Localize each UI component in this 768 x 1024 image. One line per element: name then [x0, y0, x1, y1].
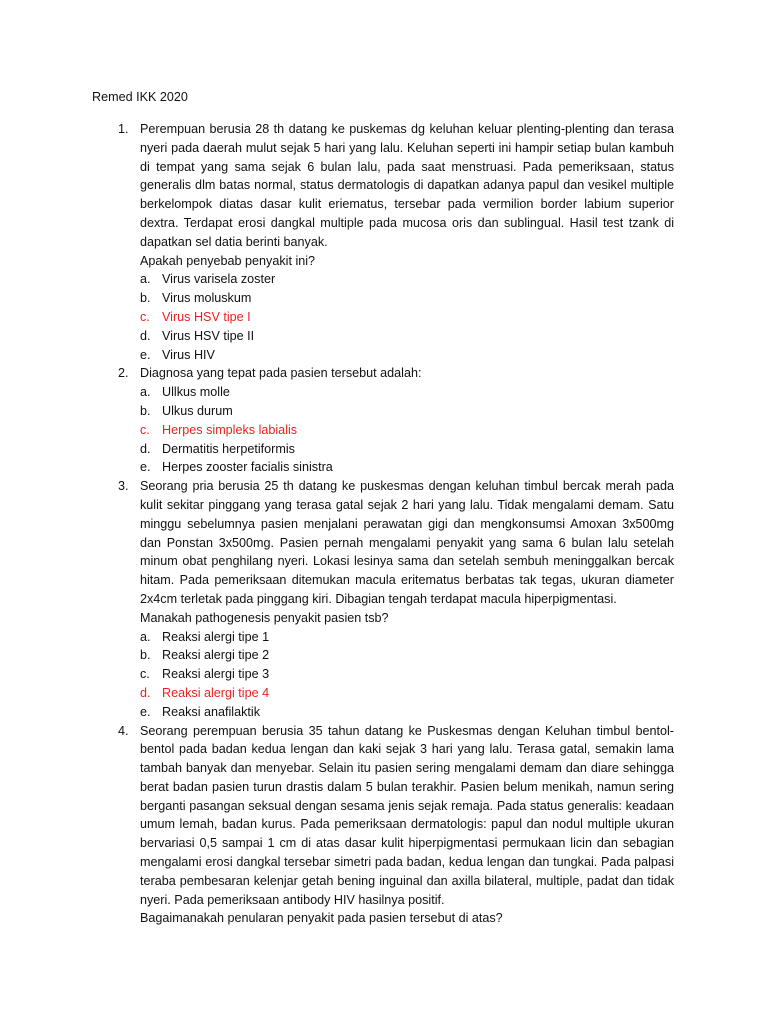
option-text: Virus varisela zoster	[162, 272, 276, 287]
option-a	[140, 628, 674, 647]
question-number: 4.	[118, 723, 129, 738]
option-text: Reaksi anafilaktik	[162, 704, 260, 719]
question-number: 2.	[118, 366, 129, 381]
option-d	[140, 327, 674, 346]
option-list	[140, 628, 674, 722]
option-letter: b.	[140, 403, 151, 418]
option-text: Reaksi alergi tipe 4	[162, 685, 270, 700]
option-text: Virus HIV	[162, 347, 215, 362]
option-text: Reaksi alergi tipe 1	[162, 629, 270, 644]
option-text: Ullkus molle	[162, 385, 230, 400]
question-prompt: Manakah pathogenesis penyakit pasien tsb?	[140, 610, 389, 625]
option-a	[140, 270, 674, 289]
option-letter: d.	[140, 685, 151, 700]
question-prompt: Apakah penyebab penyakit ini?	[140, 253, 316, 268]
document-title: Remed IKK 2020	[92, 90, 188, 104]
option-text: Herpes simpleks labialis	[162, 422, 298, 437]
option-letter: c.	[140, 309, 150, 324]
option-c-correct-answer	[140, 421, 674, 440]
option-b	[140, 289, 674, 308]
option-letter: b.	[140, 648, 151, 663]
option-letter: b.	[140, 291, 151, 306]
option-letter: e.	[140, 347, 151, 362]
option-text: Virus moluskum	[162, 291, 252, 306]
option-text: Dermatitis herpetiformis	[162, 441, 295, 456]
option-text: Virus HSV tipe II	[162, 328, 255, 343]
option-d-correct-answer	[140, 684, 674, 703]
option-letter: c.	[140, 667, 150, 682]
option-letter: d.	[140, 328, 151, 343]
option-text: Ulkus durum	[162, 403, 233, 418]
option-letter: a.	[140, 385, 151, 400]
option-letter: e.	[140, 704, 151, 719]
question-3	[118, 477, 674, 721]
option-e	[140, 346, 674, 365]
question-1	[118, 120, 674, 364]
question-4	[118, 722, 674, 929]
option-letter: a.	[140, 272, 151, 287]
option-b	[140, 402, 674, 421]
option-d	[140, 440, 674, 459]
option-a	[140, 383, 674, 402]
option-c	[140, 665, 674, 684]
question-list	[118, 120, 674, 928]
question-2	[118, 364, 674, 477]
question-text: Seorang pria berusia 25 th datang ke puskesmas dengan keluhan timbul bercak merah pada kulit sekitar pinggang yang terasa gatal sejak 2 hari yang lalu. Tidak mengalami demam. Satu minggu sebelumnya pasien menjalani perawatan gigi dan mengkonsumsi Amoxan 3x500mg dan Ponstan 3x500mg. Pasien pernah mengalami penyakit yang sama 6 bulan lalu setelah minum obat penghilang nyeri. Lokasi lesinya sama dan setelah sembuh meninggalkan bercak hitam. Pada pemeriksaan ditemukan macula eritematus berbatas tak tegas, ukuran diameter 2x4cm terletak pada pinggang kiri. Dibagian tengah terdapat macula hiperpigmentasi.	[140, 479, 674, 606]
question-number: 1.	[118, 122, 129, 136]
question-number: 3.	[118, 479, 129, 494]
option-letter: d.	[140, 441, 151, 456]
question-prompt: Diagnosa yang tepat pada pasien tersebut adalah:	[140, 366, 422, 381]
option-text: Virus HSV tipe I	[162, 309, 251, 324]
option-letter: a.	[140, 629, 151, 644]
option-text: Herpes zooster facialis sinistra	[162, 460, 333, 475]
option-text: Reaksi alergi tipe 2	[162, 648, 270, 663]
question-prompt: Bagaimanakah penularan penyakit pada pasien tersebut di atas?	[140, 911, 503, 926]
option-letter: e.	[140, 460, 151, 475]
option-list	[140, 270, 674, 364]
option-letter: c.	[140, 422, 150, 437]
option-c-correct-answer	[140, 308, 674, 327]
question-text: Perempuan berusia 28 th datang ke puskemas dg keluhan keluar plenting-plenting dan terasa nyeri pada daerah mulut sejak 5 hari yang lalu. Keluhan seperti ini hampir setiap bulan kambuh di tempat yang sama sejak 6 bulan lalu, pada saat menstruasi. Pada pemeriksaan, status generalis dlm batas normal, status dermatologis di dapatkan adanya papul dan vesikel multiple berkelompok diatas dasar kulit eriematus, tersebar pada vermilion border labium superior dextra. Terdapat erosi dangkal multiple pada mucosa oris dan sublingual. Hasil test tzank di dapatkan sel datia berinti banyak.	[140, 122, 674, 249]
option-e	[140, 703, 674, 722]
option-list	[140, 383, 674, 477]
option-b	[140, 646, 674, 665]
option-e	[140, 458, 674, 477]
option-text: Reaksi alergi tipe 3	[162, 667, 270, 682]
question-text: Seorang perempuan berusia 35 tahun datang ke Puskesmas dengan Keluhan timbul bentol-bentol pada badan kedua lengan dan kaki sejak 3 hari yang lalu. Terasa gatal, semakin lama tambah banyak dan menyebar. Selain itu pasien sering mengalami demam dan diare sehingga berat badan pasien turun drastis dalam 5 bulan terakhir. Pasien belum menikah, namun sering berganti pasangan seksual dengan sesama jenis sejak remaja. Pada status generalis: keadaan umum lemah, badan kurus. Pada pemeriksaan dermatologis: papul dan nodul multiple ukuran bervariasi 0,5 sampai 1 cm di atas dasar kulit hiperpigmentasi permukaan licin dan sebagian mengalami erosi dangkal tersebar simetri pada badan, kedua lengan dan tungkai. Pada palpasi teraba pembesaran kelenjar getah bening inguinal dan axilla bilateral, multiple, padat dan tidak nyeri. Pada pemeriksaan antibody HIV hasilnya positif.	[140, 723, 674, 907]
